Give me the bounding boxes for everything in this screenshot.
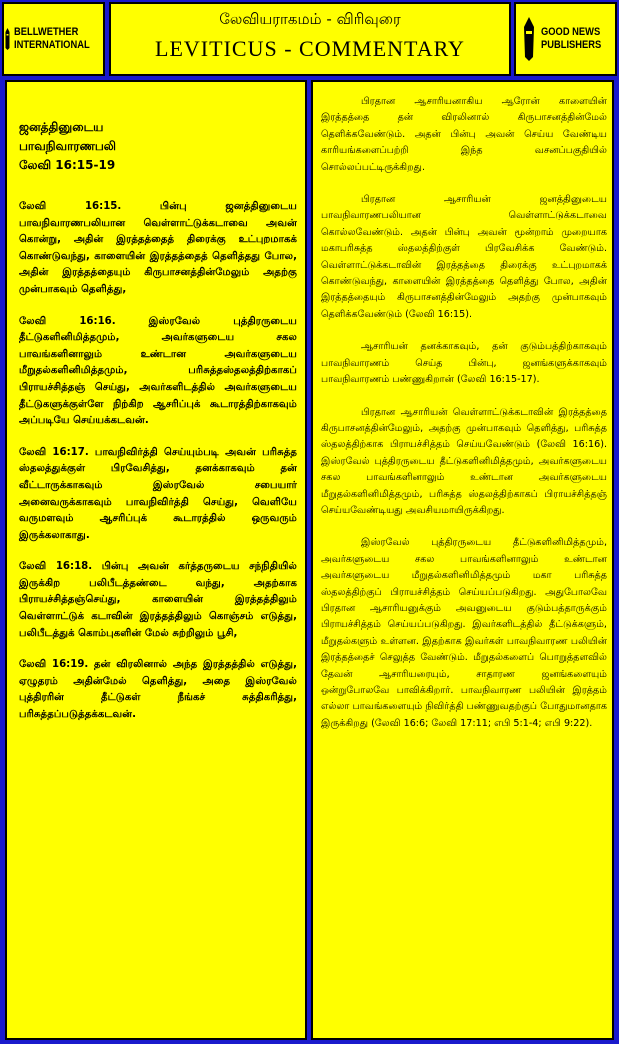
verse-16-19: லேவி 16:19. தன் விரலினால் அந்த இரத்தத்தில் எடுத்து, ஏழுதரம் அதின்மேல் தெளித்து, அதை இஸ்ரவேல் புத்திரரின் தீட்டுகள் நீங்கச் சுத்திகரித்து, பரிசுத்தப்படுத்தக்கடவன். [19, 659, 297, 721]
commentary-column [311, 80, 614, 1040]
logo-right-line-2: PUBLISHERS [540, 39, 601, 51]
good-news-logo [514, 2, 617, 76]
commentary-paragraph: இஸ்ரவேல் புத்திரருடைய தீட்டுகளினிமித்தமும், அவர்களுடைய சகல பாவங்களினாலும் உண்டான அவர்களுடைய மீறுதல்களினிமித்தமும் மகா பரிசுத்த ஸ்தலத்திற்குப் பிராயச்சித்தம் செய்யப்படுகிறது. அதுபோலவே பிரதான ஆசாரியனுக்கும் அவனுடைய குடும்பத்தாருக்கும் பிராயச்சித்தம் செய்யப்படுகிறது. இவர்களிடத்தில் தீட்டுக்களும், மீறுதல்களும் உள்ளன. இதற்காக இவர்கள் பாவநிவாரண பலியின் இரத்தத்தைச் செலுத்த வேண்டும். மீறுதல்களைப் பொறுத்தளவில் தேவன் ஆசாரியரையும், சாதாரண ஜனங்களையும் ஒன்றுபோலவே பாவிக்கிறார். பாவநிவாரண பலியின் இரத்தம் எல்லா பாவங்களையும் நிவிர்த்தி பண்ணுவதற்குப் போதுமானதாக இருக்கிறது (லேவி 16:6; லேவி 17:11; எபி 5:1-4; எபி 9:22). [321, 537, 607, 729]
pen-icon [520, 17, 538, 61]
logo-right-line-1: GOOD NEWS [540, 26, 600, 38]
scripture-column [5, 80, 307, 1040]
commentary-paragraph: பிரதான ஆசாரியனாகிய ஆரோன் காளையின் இரத்தத்தை தன் விரலினால் கிருபாசனத்தின்மேல் தெளிக்கவேண்டும். அதன் பின்பு அவன் செய்ய வேண்டிய காரியங்களைப்பற்றி இந்த வசனப்பகுதியில் சொல்லப்பட்டிருக்கிறது. [321, 96, 607, 173]
pen-icon [4, 17, 11, 61]
section-heading [19, 118, 297, 175]
heading-line-3: லேவி 16:15-19 [19, 158, 116, 172]
logo-left-line-2: INTERNATIONAL [13, 39, 90, 51]
commentary-paragraph: பிரதான ஆசாரியன் ஜனத்தினுடைய பாவநிவாரணபலியான வெள்ளாட்டுக்கடாவை கொல்லவேண்டும். அதன் பின்பு அவன் மூன்றாம் முறையாக மகாபரிசுத்த ஸ்தலத்திற்குள் பிரவேசிக்க வேண்டும். வெள்ளாட்டுக்கடாவின் இரத்தத்தை திரைக்கு உட்புறமாகக் கொண்டுவந்து, காளையின் இரத்தத்தை தெளித்து போல, அதின் இரத்தத்தையும் கிருபாசனத்தின்மேலும் அதற்கு முன்பாகவும் தெளிக்கவேண்டும் (லேவி 16:15). [321, 194, 607, 320]
title-box [109, 2, 511, 76]
commentary-paragraph: பிரதான ஆசாரியன் வெள்ளாட்டுக்கடாவின் இரத்தத்தை கிருபாசனத்தின்மேலும், அதற்கு முன்பாகவும் தெளித்து, பரிசுத்த ஸ்தலத்திற்காக பிராயச்சித்தம் செய்யவேண்டும் (லேவி 16:16). இஸ்ரவேல் புத்திரருடைய தீட்டுகளினிமித்தமும், அவர்களுடைய சகல பாவங்களினாலும் உண்டான அவர்களுடைய மீறுதல்களினிமித்தமும், பரிசுத்த ஸ்தலத்திற்காகப் பிராயச்சித்தஞ் செய்யவேண்டியது அவசியமாயிருக்கிறது. [321, 406, 607, 516]
bellwether-logo [2, 2, 105, 76]
title-english: LEVITICUS - COMMENTARY [155, 36, 465, 61]
verse-16-18: லேவி 16:18. பின்பு அவன் கர்த்தருடைய சந்நிதியில் இருக்கிற பலிபீடத்தண்டை வந்து, அதற்காக பிராயச்சித்தஞ்செய்து, காளையின் இரத்தத்திலும் வெள்ளாட்டுக் கடாவின் இரத்தத்திலும் கொஞ்சம் எடுத்து, பலிபீடத்துக் கொம்புகளின் மேல் சுற்றிலும் பூசி, [19, 561, 297, 639]
title-tamil: லேவியராகமம் - விரிவுரை [219, 10, 401, 28]
heading-line-2: பாவநிவாரணபலி [19, 139, 116, 153]
verse-16-16: லேவி 16:16. இஸ்ரவேல் புத்திரருடைய தீட்டுகளினிமித்தமும், அவர்களுடைய சகல பாவங்களினாலும் உண்டான அவர்களுடைய மீறுதல்களினிமித்தமும், பரிசுத்தஸ்தலத்திற்காகப் பிராயச்சித்தஞ் செய்து, அவர்களிடத்தில் அவர்களுடைய தீட்டுகளுக்குள்ளே நிற்கிற ஆசரிப்புக் கூடாரத்திற்காகவும் அப்படியே செய்யக்கடவன். [19, 315, 297, 427]
verse-16-15: லேவி 16:15. பின்பு ஜனத்தினுடைய பாவநிவாரணபலியான வெள்ளாட்டுக்கடாவை அவன் கொன்று, அதின் இரத்தத்தைத் திரைக்கு உட்புறமாகக் கொண்டுவந்து, காளையின் இரத்தத்தைத் தெளித்தது போல, அதின் இரத்தத்தையும் கிருபாசனத்தின்மேலும் அதற்கு முன்பாகவும் தெளித்து, [19, 201, 297, 295]
verse-16-17: லேவி 16:17. பாவநிவிர்த்தி செய்யும்படி அவன் பரிசுத்த ஸ்தலத்துக்குள் பிரவேசித்து, தனக்காகவும் தன் வீட்டாருக்காகவும் இஸ்ரவேல் சபையார் அனைவருக்காகவும் பாவநிவிர்த்தி செய்து, வெளியே வருமளவும் ஆசரிப்புக் கூடாரத்தில் ஒருவரும் இருக்கலாகாது. [19, 446, 297, 541]
commentary-paragraph: ஆசாரியன் தனக்காகவும், தன் குடும்பத்திற்காகவும் பாவநிவாரணம் செய்த பின்பு, ஜனங்களுக்காகவும் பாவநிவாரணம் பண்ணுகிறான் (லேவி 16:15-17). [321, 341, 607, 386]
logo-left-line-1: BELLWETHER [13, 26, 79, 38]
heading-line-1: ஜனத்தினுடைய [19, 120, 104, 134]
